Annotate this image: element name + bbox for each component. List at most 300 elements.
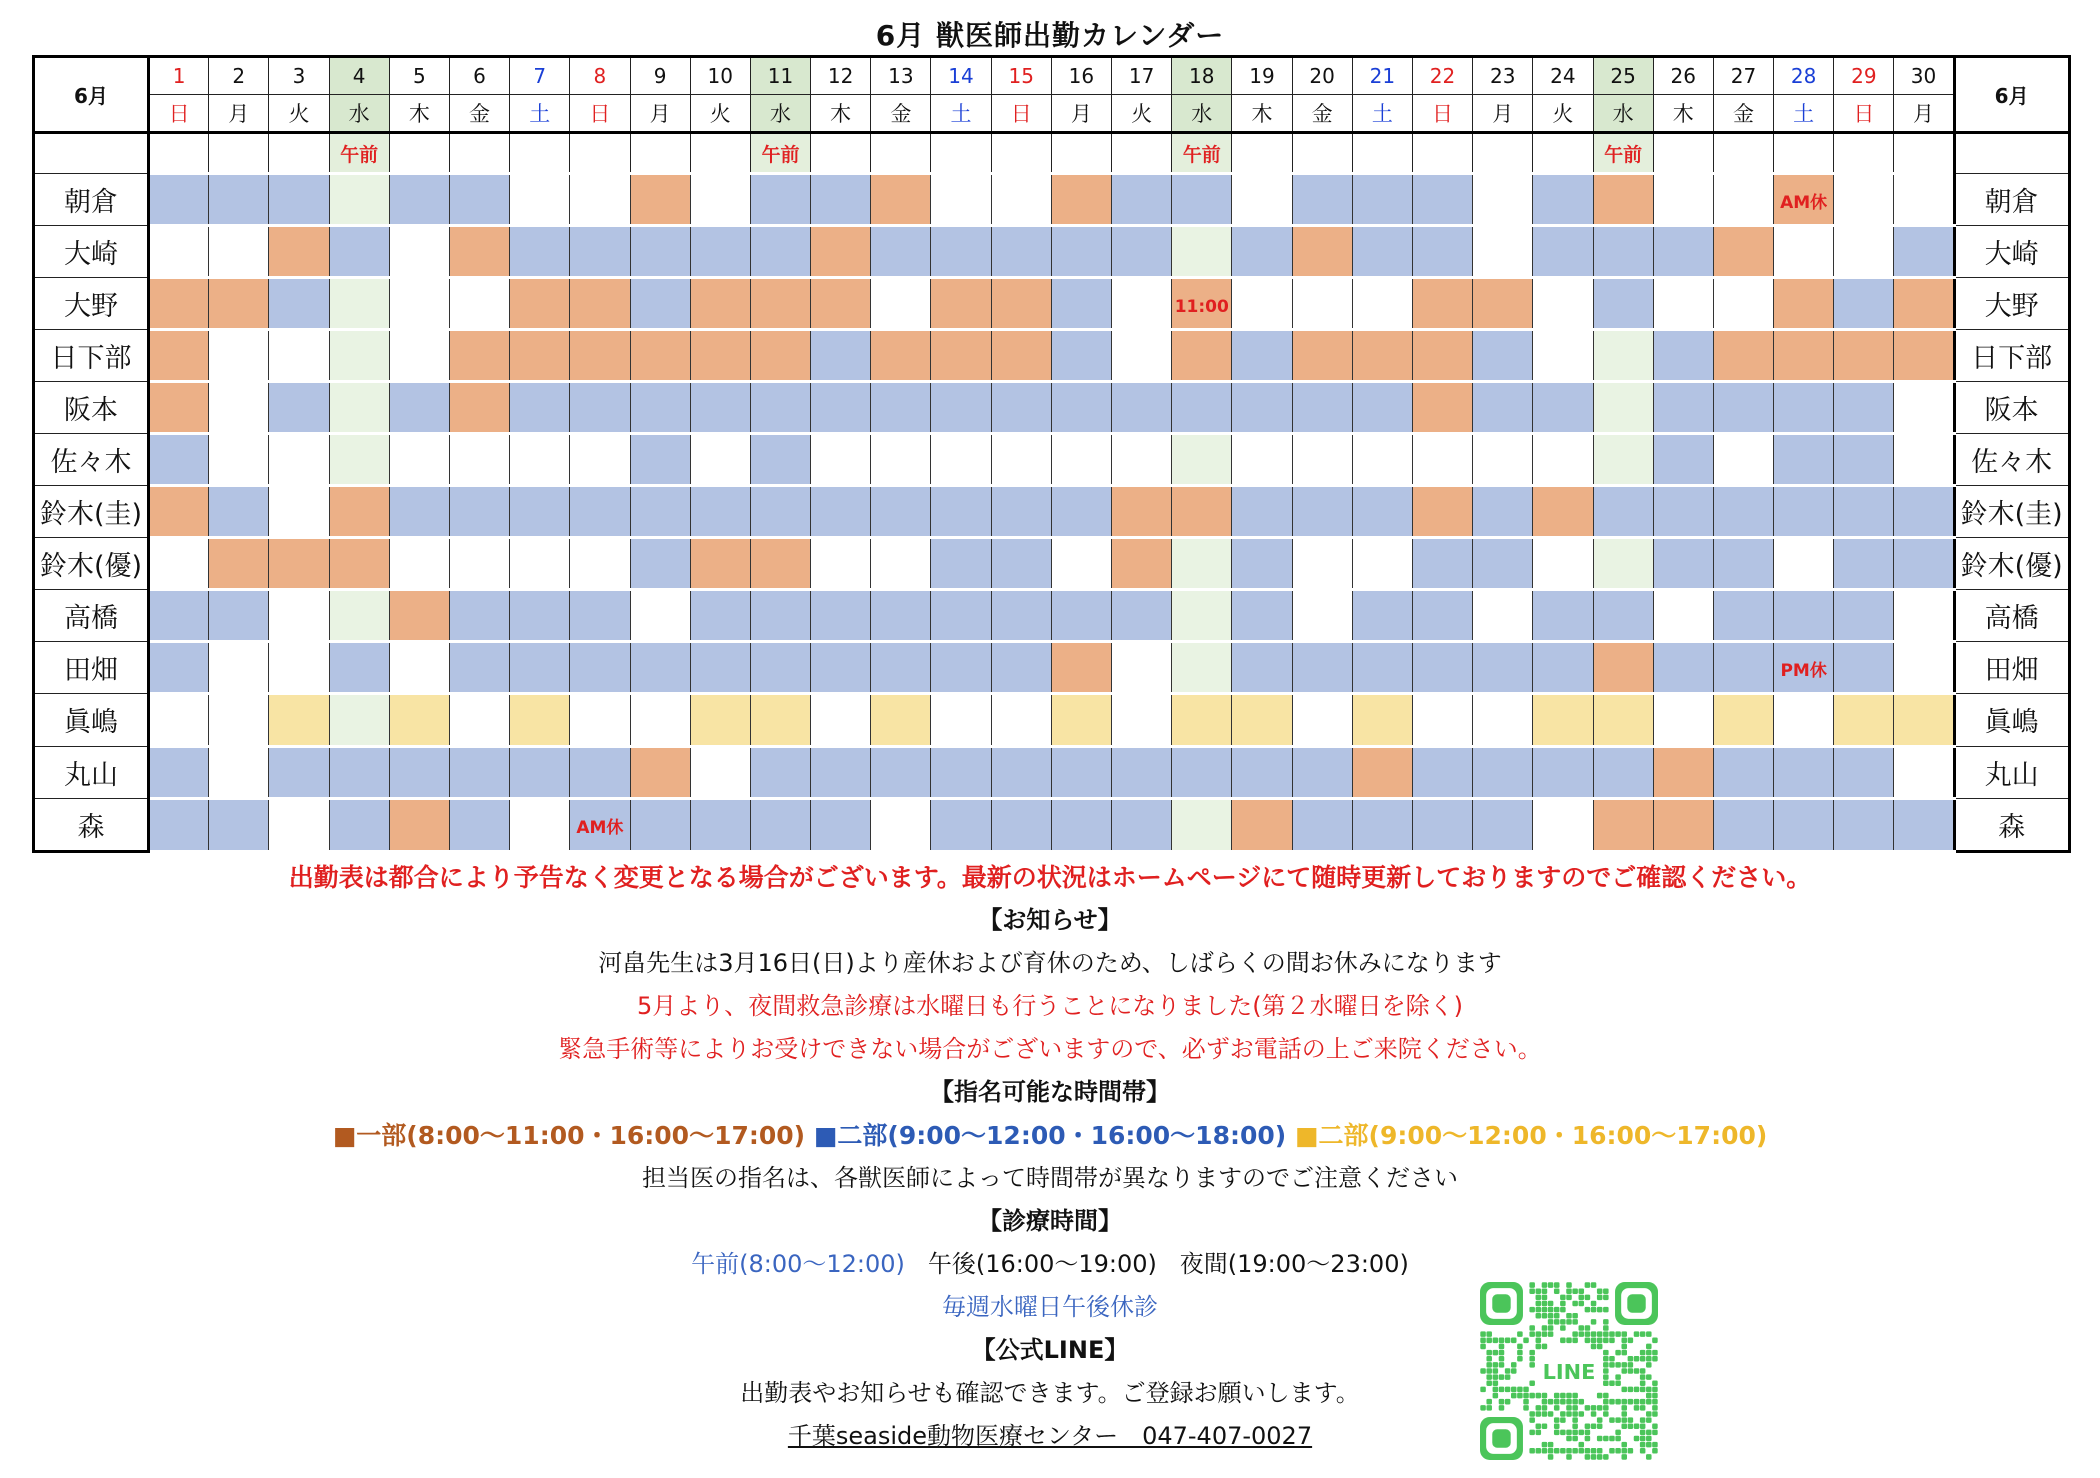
shift-cell — [1834, 382, 1894, 434]
shift-cell — [389, 330, 449, 382]
shift-cell — [269, 746, 329, 798]
doctor-name-right: 朝倉 — [1954, 174, 2069, 226]
shift-cell — [991, 746, 1051, 798]
shift-cell — [329, 798, 389, 851]
shift-cell — [1774, 538, 1834, 590]
day-number-row — [34, 57, 2070, 95]
shift-cell — [149, 486, 209, 538]
weekday-label: 土 — [1352, 95, 1412, 133]
shift-cell — [991, 174, 1051, 226]
shift-cell — [871, 694, 931, 746]
doctor-name-left: 森 — [34, 798, 149, 851]
weekday-label: 月 — [1051, 95, 1111, 133]
shift-cell — [690, 694, 750, 746]
shift-cell — [690, 278, 750, 330]
closed-note: 毎週水曜日午後休診 — [942, 1293, 1158, 1321]
shift-cell — [1412, 538, 1472, 590]
shift-cell — [1653, 382, 1713, 434]
shift-cell — [1051, 538, 1111, 590]
session-note-blank-right — [1954, 133, 2069, 174]
shift-cell — [1051, 642, 1111, 694]
shift-cell — [1774, 382, 1834, 434]
shift-cell — [209, 330, 269, 382]
shift-cell — [1051, 746, 1111, 798]
shift-cell — [630, 798, 690, 851]
shift-cell — [510, 174, 570, 226]
shift-cell — [1533, 590, 1593, 642]
shift-cell — [1473, 642, 1533, 694]
shift-cell — [1352, 486, 1412, 538]
shift-cell — [329, 382, 389, 434]
doctor-name-right: 森 — [1954, 798, 2069, 851]
shift-cell — [209, 278, 269, 330]
shift-cell — [1593, 590, 1653, 642]
session-note-cell: 午前 — [329, 133, 389, 174]
shift-cell — [690, 798, 750, 851]
shift-cell — [1172, 382, 1232, 434]
shift-cell — [389, 382, 449, 434]
session-note-cell — [570, 133, 630, 174]
shift-cell — [1352, 538, 1412, 590]
session-note-cell — [1713, 133, 1773, 174]
shift-cell — [1112, 694, 1172, 746]
shift-cell — [1593, 226, 1653, 278]
shift-note: PM休 — [1780, 661, 1827, 682]
session-note-cell: 午前 — [750, 133, 810, 174]
weekday-label: 火 — [1533, 95, 1593, 133]
shift-cell — [570, 694, 630, 746]
shift-cell — [750, 694, 810, 746]
shift-cell — [1292, 746, 1352, 798]
shift-cell — [1533, 174, 1593, 226]
shift-cell — [1232, 590, 1292, 642]
shift-cell — [1834, 694, 1894, 746]
weekday-label: 日 — [149, 95, 209, 133]
shift-cell — [871, 590, 931, 642]
shift-cell — [1653, 694, 1713, 746]
legend-item-1: ■一部(8:00～11:00・16:00～17:00) — [332, 1121, 806, 1150]
day-number: 1 — [149, 57, 209, 95]
shift-cell — [811, 330, 871, 382]
doctor-row — [34, 434, 2070, 486]
shift-cell — [1172, 434, 1232, 486]
shift-cell — [1172, 798, 1232, 851]
shift-cell — [1112, 642, 1172, 694]
shift-cell — [1473, 746, 1533, 798]
weekday-label: 日 — [570, 95, 630, 133]
shift-cell — [209, 746, 269, 798]
day-number: 8 — [570, 57, 630, 95]
doctor-name-left: 田畑 — [34, 642, 149, 694]
shift-cell — [931, 382, 991, 434]
shift-cell — [510, 434, 570, 486]
shift-cell — [1713, 434, 1773, 486]
shift-cell — [1713, 642, 1773, 694]
session-note-cell — [1894, 133, 1954, 174]
shift-cell — [1834, 226, 1894, 278]
shift-cell — [1232, 486, 1292, 538]
shift-cell — [510, 590, 570, 642]
day-number: 26 — [1653, 57, 1713, 95]
hours-am: 午前(8:00～12:00) — [691, 1250, 905, 1278]
shift-cell — [690, 330, 750, 382]
shift-cell — [149, 538, 209, 590]
shift-cell — [1232, 694, 1292, 746]
legend-row — [0, 1114, 2100, 1157]
shift-cell — [449, 538, 509, 590]
session-note-cell — [449, 133, 509, 174]
shift-cell — [871, 382, 931, 434]
shift-cell — [269, 486, 329, 538]
doctor-row — [34, 694, 2070, 746]
session-note-cell — [1834, 133, 1894, 174]
shift-cell — [149, 798, 209, 851]
day-number: 20 — [1292, 57, 1352, 95]
shift-cell — [449, 330, 509, 382]
day-number: 14 — [931, 57, 991, 95]
shift-cell — [811, 642, 871, 694]
shift-cell — [871, 174, 931, 226]
day-number: 18 — [1172, 57, 1232, 95]
shift-cell — [1533, 538, 1593, 590]
shift-cell — [1653, 538, 1713, 590]
doctor-name-left: 鈴木(圭) — [34, 486, 149, 538]
weekday-label: 金 — [1292, 95, 1352, 133]
session-note-cell: 午前 — [1172, 133, 1232, 174]
day-number: 13 — [871, 57, 931, 95]
shift-cell — [1292, 486, 1352, 538]
shift-cell — [991, 486, 1051, 538]
shift-cell — [329, 486, 389, 538]
session-note-cell — [1412, 133, 1472, 174]
shift-cell — [871, 330, 931, 382]
shift-cell — [1653, 278, 1713, 330]
shift-cell — [1051, 694, 1111, 746]
doctor-name-right: 佐々木 — [1954, 434, 2069, 486]
day-number: 27 — [1713, 57, 1773, 95]
doctor-name-right: 阪本 — [1954, 382, 2069, 434]
hours-pm: 午後(16:00～19:00) — [927, 1250, 1157, 1278]
shift-cell — [1412, 434, 1472, 486]
shift-cell — [931, 798, 991, 851]
shift-cell — [329, 174, 389, 226]
session-note-blank-left — [34, 133, 149, 174]
shift-cell — [1593, 174, 1653, 226]
line-qr-code-icon[interactable] — [1480, 1282, 1658, 1460]
shift-cell — [570, 382, 630, 434]
shift-cell — [570, 330, 630, 382]
shift-cell — [1412, 642, 1472, 694]
shift-cell — [811, 174, 871, 226]
shift-cell — [149, 694, 209, 746]
shift-cell — [1593, 382, 1653, 434]
shift-cell — [1232, 382, 1292, 434]
shift-cell — [871, 746, 931, 798]
weekday-label: 水 — [1593, 95, 1653, 133]
weekday-label: 日 — [991, 95, 1051, 133]
shift-cell — [1774, 746, 1834, 798]
disclaimer-text: 出勤表は都合により予告なく変更となる場合がございます。最新の状況はホームページにて随時更新しておりますのでご確認ください。 — [288, 863, 1812, 892]
shift-cell — [209, 694, 269, 746]
shift-cell — [389, 226, 449, 278]
weekday-label: 火 — [269, 95, 329, 133]
shift-cell — [1713, 174, 1773, 226]
session-note-cell — [1051, 133, 1111, 174]
day-number: 28 — [1774, 57, 1834, 95]
shift-cell — [449, 434, 509, 486]
shift-cell — [389, 694, 449, 746]
shift-cell — [510, 486, 570, 538]
shift-cell — [991, 330, 1051, 382]
shift-cell — [630, 382, 690, 434]
weekday-label: 日 — [1834, 95, 1894, 133]
doctor-name-left: 佐々木 — [34, 434, 149, 486]
shift-cell — [1834, 174, 1894, 226]
shift-cell — [1533, 798, 1593, 851]
shift-cell — [149, 746, 209, 798]
shift-cell — [811, 590, 871, 642]
shift-cell — [1774, 174, 1834, 226]
session-note-cell — [1533, 133, 1593, 174]
doctor-row — [34, 226, 2070, 278]
shift-cell — [1232, 538, 1292, 590]
shift-cell — [991, 798, 1051, 851]
shift-cell — [750, 798, 810, 851]
shift-cell — [570, 278, 630, 330]
shift-cell — [1412, 798, 1472, 851]
notice-heading: 【お知らせ】 — [978, 906, 1122, 934]
shift-cell — [1112, 278, 1172, 330]
legend-item-2: ■二部(9:00～12:00・16:00～18:00) — [813, 1121, 1287, 1150]
shift-cell — [630, 642, 690, 694]
day-number: 30 — [1894, 57, 1954, 95]
shift-cell — [1533, 642, 1593, 694]
day-number: 15 — [991, 57, 1051, 95]
shift-cell — [1473, 330, 1533, 382]
shift-cell — [630, 486, 690, 538]
shift-cell — [1292, 538, 1352, 590]
shift-cell — [510, 746, 570, 798]
shift-cell — [1653, 330, 1713, 382]
doctor-name-left: 眞嶋 — [34, 694, 149, 746]
shift-note: AM休 — [576, 818, 624, 839]
shift-cell — [1593, 798, 1653, 851]
shift-cell — [1172, 330, 1232, 382]
shift-cell — [750, 642, 810, 694]
shift-cell — [1894, 434, 1954, 486]
doctor-row — [34, 590, 2070, 642]
shift-cell — [149, 330, 209, 382]
day-number: 2 — [209, 57, 269, 95]
doctor-name-left: 高橋 — [34, 590, 149, 642]
session-note-cell: 午前 — [1593, 133, 1653, 174]
shift-cell — [1172, 278, 1232, 330]
weekday-label: 金 — [1713, 95, 1773, 133]
shift-cell — [630, 746, 690, 798]
shift-cell — [510, 330, 570, 382]
shift-cell — [1172, 694, 1232, 746]
shift-cell — [389, 746, 449, 798]
shift-cell — [690, 590, 750, 642]
shift-cell — [449, 382, 509, 434]
shift-cell — [1112, 330, 1172, 382]
shift-cell — [991, 434, 1051, 486]
shift-cell — [389, 486, 449, 538]
shift-cell — [269, 278, 329, 330]
shift-cell — [570, 434, 630, 486]
shift-cell — [149, 226, 209, 278]
day-number: 17 — [1112, 57, 1172, 95]
shift-cell — [931, 330, 991, 382]
shift-cell — [269, 642, 329, 694]
doctor-name-right: 鈴木(優) — [1954, 538, 2069, 590]
shift-cell — [1051, 486, 1111, 538]
shift-cell — [1593, 642, 1653, 694]
shift-cell — [269, 382, 329, 434]
shift-cell — [389, 434, 449, 486]
shift-cell — [149, 434, 209, 486]
shift-cell — [1894, 694, 1954, 746]
shift-cell — [149, 382, 209, 434]
shift-cell — [209, 538, 269, 590]
session-note-cell — [1292, 133, 1352, 174]
doctor-name-left: 大野 — [34, 278, 149, 330]
shift-cell — [1774, 694, 1834, 746]
shift-cell — [750, 590, 810, 642]
shift-cell — [811, 486, 871, 538]
shift-cell — [1473, 226, 1533, 278]
shift-cell — [1412, 278, 1472, 330]
session-note-cell — [389, 133, 449, 174]
shift-cell — [1232, 330, 1292, 382]
shift-cell — [1352, 330, 1412, 382]
day-number: 4 — [329, 57, 389, 95]
shift-cell — [1051, 174, 1111, 226]
doctor-row — [34, 746, 2070, 798]
footer-contact[interactable]: 千葉seaside動物医療センター 047-407-0027 — [787, 1422, 1313, 1450]
shift-cell — [1834, 590, 1894, 642]
day-number: 19 — [1232, 57, 1292, 95]
shift-cell — [389, 278, 449, 330]
shift-cell — [811, 278, 871, 330]
day-number: 12 — [811, 57, 871, 95]
day-number: 29 — [1834, 57, 1894, 95]
shift-cell — [1894, 642, 1954, 694]
shift-cell — [1533, 746, 1593, 798]
shift-cell — [1051, 278, 1111, 330]
session-note-cell — [1352, 133, 1412, 174]
shift-cell — [1172, 746, 1232, 798]
doctor-name-right: 田畑 — [1954, 642, 2069, 694]
shift-cell — [931, 174, 991, 226]
shift-cell — [630, 174, 690, 226]
shift-cell — [1232, 434, 1292, 486]
shift-cell — [1112, 538, 1172, 590]
shift-cell — [209, 434, 269, 486]
shift-cell — [1834, 434, 1894, 486]
shift-cell — [269, 538, 329, 590]
notice-line-2: 5月より、夜間救急診療は水曜日も行うことになりました(第２水曜日を除く) — [637, 992, 1463, 1020]
legend-item-3: ■二部(9:00～12:00・16:00～17:00) — [1294, 1121, 1768, 1150]
shift-cell — [1774, 590, 1834, 642]
shift-cell — [630, 694, 690, 746]
shift-cell — [690, 382, 750, 434]
shift-cell — [931, 278, 991, 330]
shift-cell — [871, 642, 931, 694]
shift-cell — [1112, 382, 1172, 434]
shift-cell — [209, 486, 269, 538]
shift-cell — [1774, 226, 1834, 278]
shift-cell — [1713, 330, 1773, 382]
shift-cell — [1473, 590, 1533, 642]
day-number: 5 — [389, 57, 449, 95]
shift-note: 11:00 — [1174, 297, 1229, 318]
shift-cell — [991, 278, 1051, 330]
time-heading: 【指名可能な時間帯】 — [930, 1078, 1170, 1106]
shift-cell — [149, 642, 209, 694]
shift-cell — [449, 590, 509, 642]
doctor-name-right: 日下部 — [1954, 330, 2069, 382]
shift-cell — [1593, 330, 1653, 382]
qr-line-label: LINE — [1542, 1359, 1596, 1384]
doctor-row — [34, 642, 2070, 694]
shift-cell — [510, 694, 570, 746]
shift-cell — [389, 798, 449, 851]
shift-cell — [1894, 538, 1954, 590]
shift-cell — [269, 590, 329, 642]
shift-cell — [630, 226, 690, 278]
shift-cell — [1352, 226, 1412, 278]
shift-cell — [1713, 226, 1773, 278]
shift-cell — [690, 486, 750, 538]
shift-cell — [209, 590, 269, 642]
shift-cell — [449, 642, 509, 694]
shift-cell — [269, 330, 329, 382]
shift-cell — [570, 590, 630, 642]
shift-cell — [1834, 538, 1894, 590]
shift-cell — [570, 486, 630, 538]
shift-cell — [149, 174, 209, 226]
doctor-name-left: 丸山 — [34, 746, 149, 798]
weekday-label: 火 — [1112, 95, 1172, 133]
shift-cell — [630, 590, 690, 642]
shift-cell — [1894, 590, 1954, 642]
session-note-cell — [690, 133, 750, 174]
shift-cell — [510, 226, 570, 278]
weekday-label: 月 — [1473, 95, 1533, 133]
doctor-name-right: 丸山 — [1954, 746, 2069, 798]
shift-cell — [1713, 486, 1773, 538]
shift-cell — [570, 538, 630, 590]
weekday-label: 月 — [630, 95, 690, 133]
weekday-label: 木 — [1653, 95, 1713, 133]
shift-cell — [1112, 798, 1172, 851]
day-number: 24 — [1533, 57, 1593, 95]
notice-line-1: 河畠先生は3月16日(日)より産休および育休のため、しばらくの間お休みになります — [598, 949, 1502, 977]
shift-cell — [690, 434, 750, 486]
shift-cell — [931, 434, 991, 486]
shift-cell — [570, 174, 630, 226]
shift-cell — [449, 798, 509, 851]
shift-cell — [1051, 226, 1111, 278]
shift-cell — [1593, 486, 1653, 538]
doctor-row — [34, 486, 2070, 538]
weekday-label: 水 — [329, 95, 389, 133]
shift-cell — [1653, 434, 1713, 486]
shift-cell — [690, 746, 750, 798]
shift-cell — [750, 226, 810, 278]
shift-cell — [750, 174, 810, 226]
